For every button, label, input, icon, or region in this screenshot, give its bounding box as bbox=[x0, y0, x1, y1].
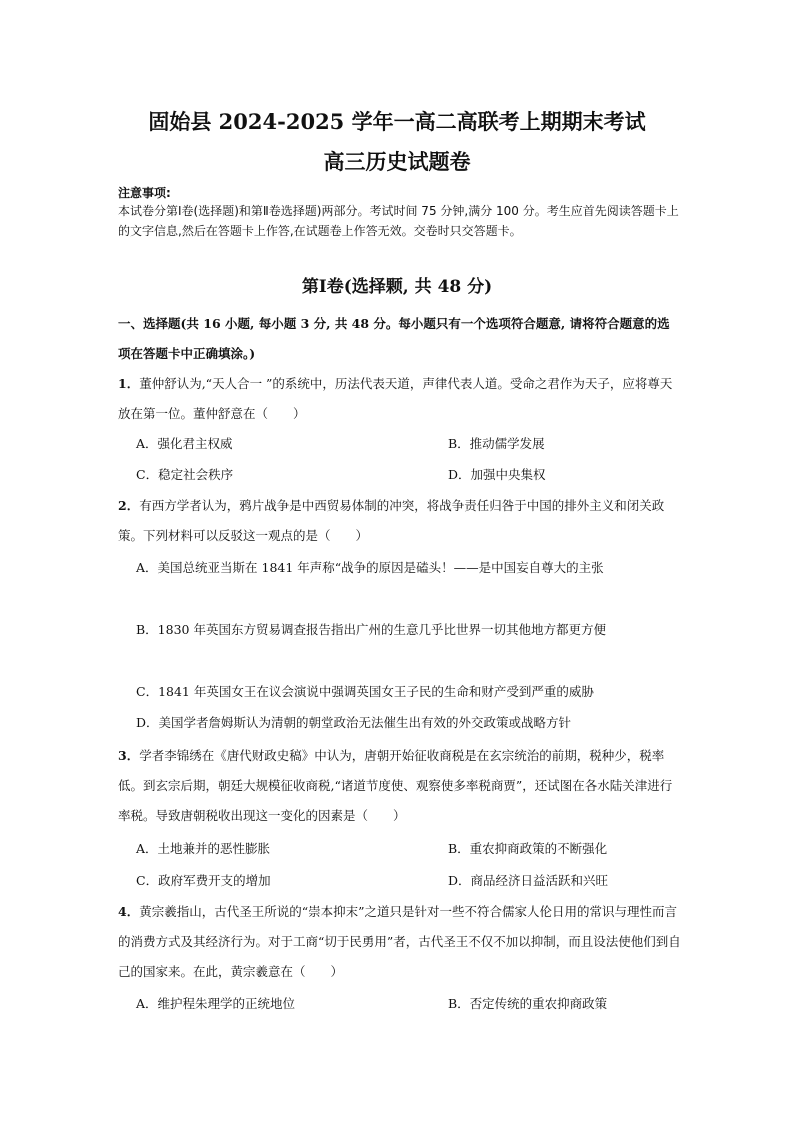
question-number: 4． bbox=[118, 904, 140, 919]
exam-title: 固始县 2024-2025 学年一高二高联考上期期末考试 bbox=[148, 109, 646, 134]
option-a: A．土地兼并的恶性膨胀 bbox=[136, 841, 271, 856]
notice-heading: 注意事项: bbox=[118, 186, 171, 200]
option-c: C．1841 年英国女王在议会演说中强调英国女王子民的生命和财产受到严重的威胁 bbox=[136, 684, 594, 699]
option-a: A．维护程朱理学的正统地位 bbox=[136, 996, 296, 1011]
option-b: B．重农抑商政策的不断强化 bbox=[448, 841, 608, 856]
question-number: 1． bbox=[118, 376, 140, 391]
exam-subtitle: 高三历史试题卷 bbox=[323, 149, 471, 174]
option-a: A．强化君主权威 bbox=[136, 436, 233, 451]
option-a: A．美国总统亚当斯在 1841 年声称“战争的原因是磕头！——是中国妄自尊大的主张 bbox=[136, 560, 604, 575]
notice-body: 本试卷分第Ⅰ卷(选择题)和第Ⅱ卷选择题)两部分。考试时间 75 分钟,满分 100 分。考生应首先阅读答题卡上的文字信息,然后在答题卡上作答,在试题卷上作答无效。交卷时只交答题卡。 bbox=[118, 204, 679, 238]
option-d: D．加强中央集权 bbox=[448, 467, 546, 482]
section-title: 第Ⅰ卷(选择颗, 共 48 分) bbox=[301, 277, 493, 297]
question-number: 2． bbox=[118, 498, 140, 513]
option-d: D．美国学者詹姆斯认为清朝的朝堂政治无法催生出有效的外交政策或战略方针 bbox=[136, 715, 572, 730]
question-4 bbox=[118, 897, 682, 987]
question-2 bbox=[118, 491, 682, 551]
option-d: D．商品经济日益活跃和兴旺 bbox=[448, 873, 609, 888]
option-b: B．否定传统的重农抑商政策 bbox=[448, 996, 608, 1011]
question-1 bbox=[118, 369, 682, 429]
question-text: 有西方学者认为，鸦片战争是中西贸易体制的冲突，将战争责任归咎于中国的排外主义和闭关政策。下列材料可以反驳这一观点的是（ ） bbox=[118, 498, 665, 543]
question-text: 学者李锦绣在《唐代财政史稿》中认为，唐朝开始征收商税是在玄宗统治的前期，税种少，税率低。到玄宗后期，朝廷大规模征收商税,“诸道节度使、观察使多率税商贾”，还试图在各水陆关津进行率税。导致唐朝税收出现这一变化的因素是（ ） bbox=[118, 748, 673, 823]
option-c: C．政府军费开支的增加 bbox=[136, 873, 271, 888]
question-number: 3． bbox=[118, 748, 140, 763]
question-text: 董仲舒认为,“天人合一 ”的系统中，历法代表天道，声律代表人道。受命之君作为天子，应将尊天放在第一位。董仲舒意在（ ） bbox=[118, 376, 673, 421]
option-b: B．推动儒学发展 bbox=[448, 436, 545, 451]
option-c: C．稳定社会秩序 bbox=[136, 467, 234, 482]
option-b: B．1830 年英国东方贸易调查报告指出广州的生意几乎比世界一切其他地方都更方便 bbox=[136, 622, 606, 637]
question-text: 黄宗羲指山，古代圣王所说的“崇本抑末”之道只是针对一些不符合儒家人伦日用的常识与理性而言的消费方式及其经济行为。对于工商“切于民勇用”者，古代圣王不仅不加以抑制，而且设法使他们到自己的国家来。在此，黄宗羲意在（ ） bbox=[118, 904, 681, 979]
question-3 bbox=[118, 741, 682, 831]
section-instructions: 一、选择题(共 16 小题, 每小题 3 分, 共 48 分。每小题只有一个选项符合题意, 请将符合题意的选项在答题卡中正确填涂。) bbox=[118, 316, 670, 361]
